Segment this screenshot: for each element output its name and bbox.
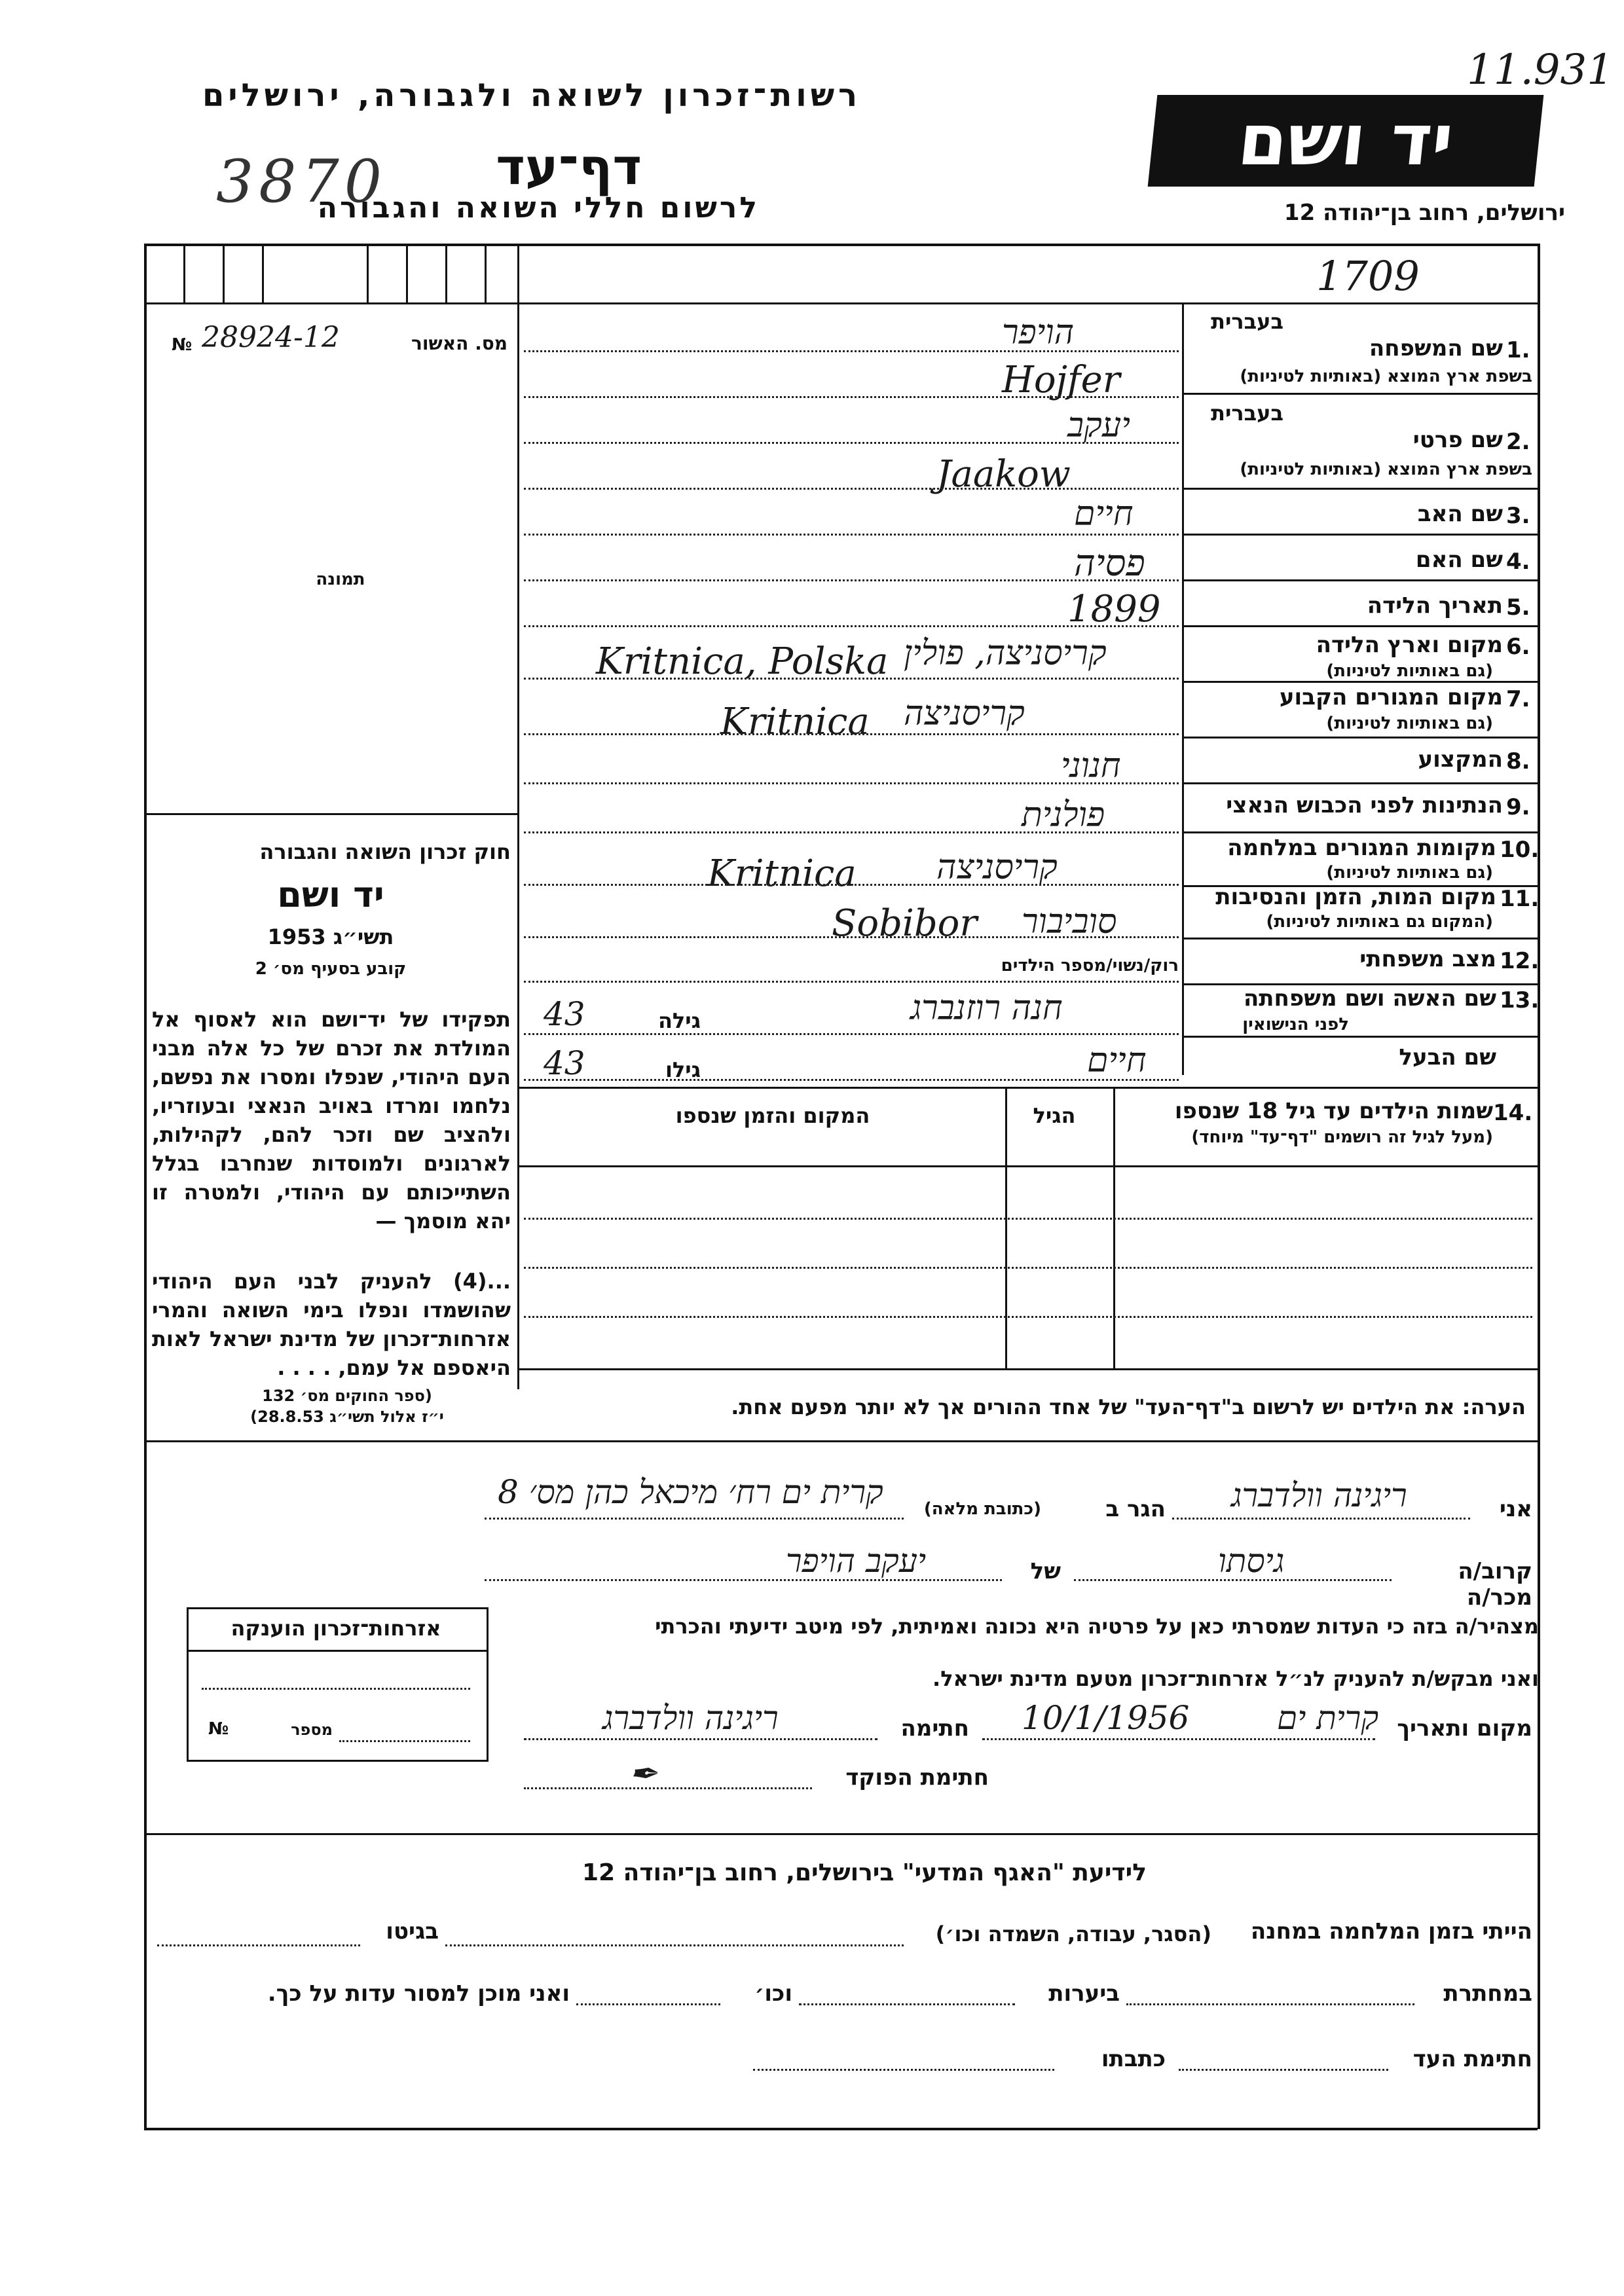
decl-place: קרית ים [1277,1699,1379,1737]
footer-row3-line-a [1179,2069,1388,2071]
citizenship-box-title: אזרחות־זכרון הוענקה [231,1616,441,1641]
left-grid-div-4 [367,244,369,302]
field-8-num: 8. [1506,748,1530,774]
field-12-value: רוק/נשוי/מספר הילדים [1001,956,1179,975]
field-13-num: 13. [1500,987,1540,1013]
field-2-line-a [524,442,1179,444]
form-subtitle: לרשום חללי השואה והגבורה [317,191,760,225]
field-1-num: 1. [1506,337,1530,363]
field-1-line-c [524,396,1179,398]
footer-row2-line-b [799,2003,1015,2005]
field-11-sub2: (המקום גם באותיות לטיניות) [1266,912,1493,932]
law-ref: (ספר החוקים מס׳ 132 [262,1387,432,1405]
field-10-value: קריסניצה [936,848,1058,887]
children-col-age: הגיל [1033,1103,1076,1128]
field-13-age: 43 [544,995,585,1033]
children-col-div-2 [1005,1087,1007,1368]
field-5-num: 5. [1506,594,1530,621]
field-13-label: שם האשה ושם משפחתה [1243,985,1496,1011]
field-7-num: 7. [1506,686,1530,712]
field-11-value-latin: Sobibor [832,902,978,945]
field-7-value: קריסניצה [904,694,1025,733]
field-2-value-latin: Jaakow [936,453,1071,496]
field-2-sub: בעברית [1211,401,1283,426]
citizenship-box [187,1607,489,1762]
permit-number: 28924-12 [202,321,340,354]
field-10-num: 10. [1500,837,1540,863]
frame-left [144,244,147,2129]
field-4-row [1182,579,1538,581]
note: הערה: את הילדים יש לרשום ב"דף־העד" של אחד ההורים אך לא יותר מפעם אחת. [731,1394,1526,1419]
field-4-label: שם האם [1415,547,1503,573]
record-number: 1709 [1316,252,1420,300]
decl-of: של [1030,1558,1061,1584]
field-3-label: שם האב [1417,501,1503,527]
decl-subject: יעקב הויפר [786,1542,927,1580]
field-2-label: שם פרטי [1412,427,1503,453]
footer-row3-b: כתבתו [1101,2046,1166,2072]
label-col-divider [1182,302,1184,1075]
left-grid-div-2 [223,244,225,302]
law-text: תפקידו של יד־ושם הוא לאסוף אל המולדת את זכרם של כל אלה מבני העם היהודי, שנפלו ומסרו את נפשם, נלחמו ומרדו באויב הנאצי ובעוזריו, ולהציב שם וזכר להם, לקהילות, לארגונים ולמוסדות שנחרבו בגלל השתייכותם עם היהודי, ולמטרה זו יהא מוסמך — [152,1007,511,1233]
decl-ani: אני [1499,1496,1532,1522]
children-header-bottom [517,1165,1538,1167]
field-7-sub2: (גם באותיות לטיניות) [1326,714,1493,733]
law-top-line [144,813,517,815]
field-6-num: 6. [1506,634,1530,660]
field-13-value: חנה רוזנברג [910,989,1063,1028]
field-8-line [524,782,1179,784]
law-year: תשי״ג 1953 [267,924,394,949]
field-9-value: פולנית [1022,795,1105,835]
children-label: שמות הילדים עד גיל 18 שנספו [1174,1098,1493,1124]
decl-lives: הגר ב [1105,1496,1166,1522]
footer-row1-line-b [157,1944,360,1946]
footer-row1-c: בגיטו [386,1918,439,1944]
form-title: דף־עד [496,137,642,196]
field-4-value: פסיה [1074,542,1145,585]
footer-title: לידיעת "האגף המדעי" בירושלים, רחוב בן־יהודה 12 [582,1859,1147,1886]
decl-line-1b [485,1518,904,1520]
photo-label: תמונה [316,570,365,589]
field-4-line [524,579,1179,581]
field-5-row [1182,625,1538,627]
decl-address: קרית ים רח׳ מיכאל כהן מס׳ 8 [498,1473,883,1511]
field-5-line [524,625,1179,627]
field-6-label: מקום וארץ הלידה [1316,632,1503,658]
decl-line-5a [982,1738,1375,1740]
field-12-line [524,981,1179,983]
field-12-num: 12. [1500,948,1540,974]
children-bottom [517,1368,1538,1370]
field-9-num: 9. [1506,794,1530,820]
footer-row3-a: חתימת העד [1412,2046,1532,2072]
law-title: חוק זכרון השואה והגבורה [259,839,511,864]
decl-line-1a [1172,1518,1470,1520]
field-1-line-a [524,350,1179,352]
field-11-label: מקום המות, הזמן והנסיבות [1215,884,1496,910]
field-2-line-b [524,488,1179,490]
citizenship-box-divider [189,1650,487,1652]
field-6-value-latin: Kritnica, Polska [596,640,889,683]
left-grid-bottom [144,302,517,304]
field-11-line [524,936,1179,938]
field-11-row [1182,938,1538,939]
field-7-row [1182,737,1538,738]
decl-officer-label: חתימת הפוקד [845,1764,989,1791]
left-grid-div-5 [406,244,408,302]
children-sub: (מעל לגיל זה רושמים "דף־עד" מיוחד) [1191,1127,1493,1147]
citizenship-box-no-symbol: № [208,1719,229,1739]
husband-label: שם הבעל [1399,1044,1496,1070]
field-3-num: 3. [1506,503,1530,529]
decl-relation-label: קרוב/ה מכר/ה [1458,1558,1532,1611]
field-9-label: הנתינות לפני הכבוש הנאצי [1226,792,1503,818]
decl-signature-label: חתימה [900,1715,969,1741]
law-ref-date: י״ז אלול תשי״ג 28.8.53) [250,1408,444,1426]
permit-label: מס. האשור [411,333,507,354]
footer-row2-b: ביערות [1048,1980,1120,2007]
frame-right [1538,244,1540,2129]
field-6-line [524,678,1179,680]
field-9-line [524,831,1179,833]
field-6-row [1182,681,1538,683]
field-10-sub2: (גם באותיות לטיניות) [1326,863,1493,883]
footer-row2-c: וכו׳ [754,1980,792,2007]
stamp-number: 3870 [216,147,388,216]
field-2-line-c [1182,488,1538,490]
field-13-row [1182,1036,1538,1038]
sidebar-bottom [144,1440,517,1442]
children-top [517,1087,1538,1089]
children-row-1 [524,1218,1532,1220]
field-7-value-latin: Kritnica [720,701,870,743]
address: ירושלים, רחוב בן־יהודה 12 [1283,200,1565,226]
husband-line [524,1079,1179,1081]
record-row-bottom [517,302,1538,304]
field-7-label: מקום המגורים הקבוע [1279,684,1503,710]
left-grid-div-6 [445,244,447,302]
decl-line-3: מצהיר/ה בזה כי העדות שמסרתי כאן על פרטיה היא נכונה ואמיתית, לפי מיטב ידיעתי והכרתי [655,1614,1539,1639]
field-7-line [524,733,1179,735]
field-11-num: 11. [1500,886,1540,912]
decl-line-2b [485,1579,1002,1581]
field-10-value-latin: Kritnica [707,852,857,895]
field-11-value: סוביבור [1022,902,1117,941]
left-grid-div-7 [485,244,487,302]
field-1-sub2: בשפת ארץ המוצא (באותיות לטיניות) [1240,367,1532,386]
footer-row2-line-a [1126,2003,1414,2005]
husband-age: 43 [544,1044,585,1082]
field-2-num: 2. [1506,429,1530,455]
footer-row2-line-c [576,2003,720,2005]
husband-value: חיים [1087,1041,1147,1080]
field-10-label: מקומות המגורים במלחמה [1227,835,1496,861]
field-1-label: שם המשפחה [1369,335,1503,361]
field-8-row [1182,782,1538,784]
footer-row2-d: ואני מוכן למסור עדות על כך. [267,1980,570,2007]
corner-number: 11.931 [1467,46,1614,94]
footer-row2-a: במחתרת [1443,1980,1532,2007]
field-1-line-b [1182,393,1538,395]
field-6-value: קריסניצה, פולין [904,634,1107,673]
field-3-value: חיים [1074,494,1134,534]
left-grid-div-1 [183,244,185,302]
field-13-line [524,1033,1179,1035]
law-text-2: ...(4) להעניק לבני העם היהודי שהושמדו ונפלו בימי השואה והמרי אזרחות־זכרון של מדינת ישראל לאות היאספם אל עמם, . . . . [152,1269,511,1380]
decl-signature: ריגינה וולדברג [602,1699,779,1737]
footer-top [144,1833,1538,1835]
citizenship-box-line-1 [202,1688,470,1690]
field-4-num: 4. [1506,549,1530,575]
decl-address-label: (כתובת מלאה) [923,1499,1041,1519]
field-2-value: יעקב [1067,406,1130,445]
decl-name: ריגינה וולדברג [1231,1476,1407,1514]
citizenship-box-number-label: מספר [291,1721,333,1739]
frame-bottom [144,2128,1538,2130]
decl-line-2a [1074,1579,1392,1581]
law-clause: קובע בסעיף מס׳ 2 [255,959,407,979]
children-row-3 [524,1316,1532,1318]
field-3-row [1182,534,1538,536]
field-2-sub2: בשפת ארץ המוצא (באותיות לטיניות) [1240,460,1532,479]
field-13-age-label: גילה [657,1008,701,1033]
field-1-value: הויפר [1002,313,1075,352]
decl-line-6 [524,1787,812,1789]
field-5-value: 1899 [1067,588,1161,630]
decl-relation: גיסתו [1218,1542,1285,1580]
officer-signature-mark: ✒ [629,1755,657,1794]
children-num: 14. [1493,1100,1533,1126]
footer-row1-a: הייתי בזמן המלחמה במחנה [1250,1918,1532,1944]
authority-line: רשות־זכרון לשואה ולגבורה, ירושלים [202,77,861,114]
decl-date: 10/1/1956 [1022,1699,1190,1737]
field-8-value: חנוני [1061,746,1121,786]
note-bottom [517,1440,1538,1442]
field-10-line [524,884,1179,886]
logo-text: יד ושם [1234,100,1458,181]
field-3-line [524,534,1179,536]
field-5-label: תאריך הלידה [1367,592,1503,619]
footer-row1-line-a [445,1944,904,1946]
field-13-sub2: לפני הנישואין [1242,1015,1349,1034]
law-name: יד ושם [277,874,384,915]
yad-vashem-logo [1148,95,1544,187]
footer-row3-line-b [753,2069,1054,2071]
decl-line-4: ואני מבקש/ת להעניק לנ״ל אזרחות־זכרון מטעם מדינת ישראל. [932,1666,1539,1691]
field-8-label: המקצוע [1418,746,1503,773]
field-1-value-latin: Hojfer [1002,359,1120,401]
field-9-row [1182,831,1538,833]
field-6-sub2: (גם באותיות לטיניות) [1326,661,1493,681]
decl-line-5b [524,1738,877,1740]
children-col-place: המקום והזמן שנספו [675,1103,870,1128]
decl-place-date-label: מקום ותאריך [1397,1715,1532,1741]
field-1-sub: בעברית [1211,309,1283,334]
husband-age-label: גילו [665,1057,701,1082]
frame-top [144,244,1538,246]
permit-no-symbol: № [172,335,193,355]
sidebar-divider [517,244,519,1389]
left-grid-div-3 [262,244,264,302]
footer-row1-b: (הסגר, עבודה, השמדה וכו׳) [935,1922,1211,1946]
children-row-2 [524,1267,1532,1269]
citizenship-box-line-2 [339,1740,470,1742]
children-col-div-1 [1113,1087,1115,1368]
field-12-label: מצב משפחתי [1359,946,1496,972]
